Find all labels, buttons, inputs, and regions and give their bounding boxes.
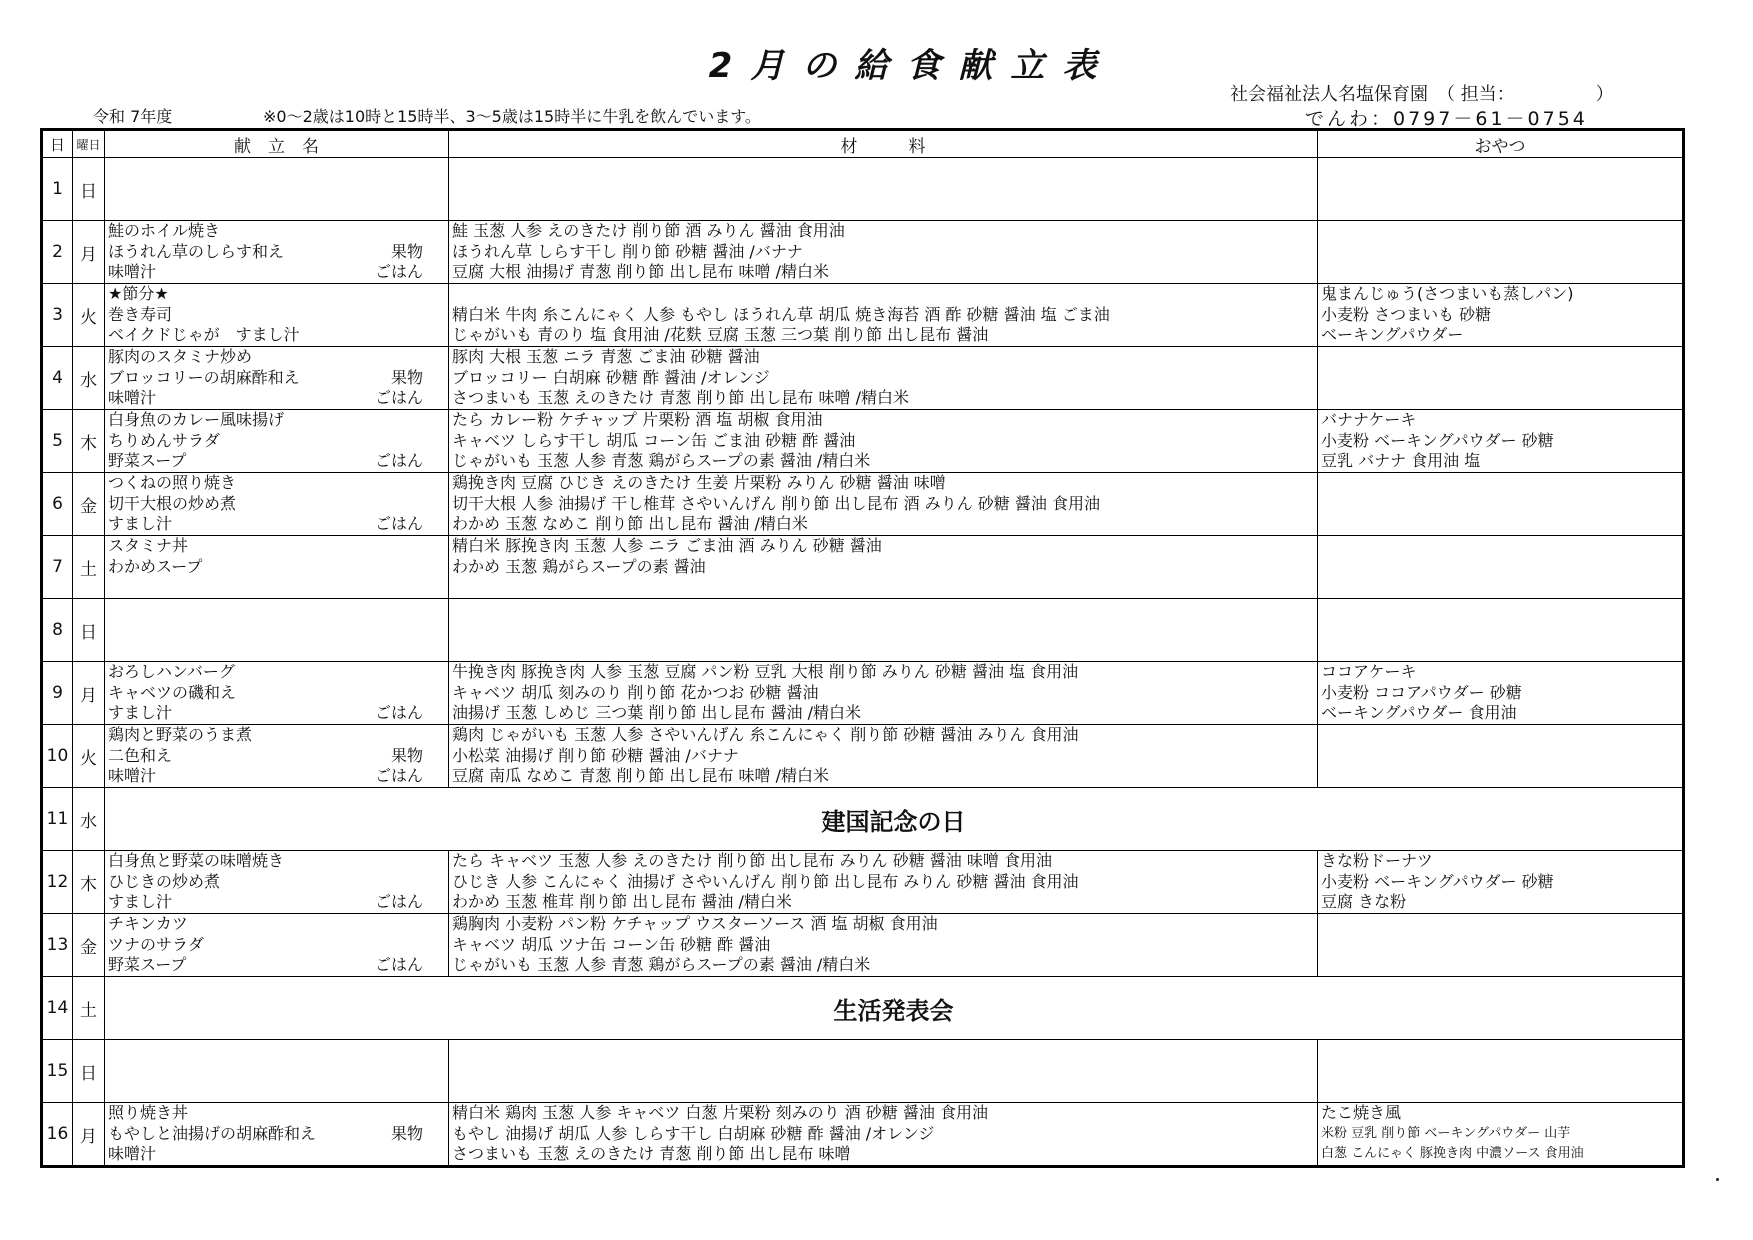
ingredient-line: 豆腐 大根 油揚げ 青葱 削り節 出し昆布 味噌 /精白米 bbox=[452, 262, 829, 281]
dish-line bbox=[108, 746, 445, 767]
side-dish bbox=[423, 325, 445, 346]
ingredients-cell bbox=[449, 158, 1318, 221]
dish-line bbox=[108, 683, 445, 704]
snack-cell bbox=[1318, 536, 1684, 599]
ingredient-line: 牛挽き肉 豚挽き肉 人参 玉葱 豆腐 パン粉 豆乳 大根 削り節 みりん 砂糖 醤油 塩 食用油 bbox=[452, 662, 1079, 681]
dish-line bbox=[108, 703, 445, 724]
ingredient-line: 鮭 玉葱 人参 えのきたけ 削り節 酒 みりん 醤油 食用油 bbox=[452, 221, 845, 240]
dish-line bbox=[108, 388, 445, 409]
dish-line bbox=[108, 872, 445, 893]
dish-line bbox=[108, 766, 445, 787]
dish-cell bbox=[105, 914, 449, 977]
dish-line bbox=[108, 536, 445, 557]
dish-line bbox=[108, 451, 445, 472]
snack-line: 小麦粉 ココアパウダー 砂糖 bbox=[1321, 682, 1522, 702]
snack-cell bbox=[1318, 284, 1684, 347]
dish-cell bbox=[105, 284, 449, 347]
dish-name: ブロッコリーの胡麻酢和え bbox=[108, 367, 300, 387]
day-number: 15 bbox=[42, 1040, 73, 1103]
dish-name: 巻き寿司 bbox=[108, 304, 173, 324]
snack-line: 豆乳 バナナ 食用油 塩 bbox=[1321, 451, 1481, 470]
ingredients-cell bbox=[449, 473, 1318, 536]
ingredients-cell bbox=[449, 662, 1318, 725]
dish-line bbox=[108, 1124, 445, 1145]
side-dish: ごはん bbox=[374, 766, 423, 785]
dish-line bbox=[108, 514, 445, 535]
dish-name: わかめスープ bbox=[108, 556, 203, 576]
ingredient-line: もやし 油揚げ 胡瓜 人参 しらす干し 白胡麻 砂糖 酢 醤油 /オレンジ bbox=[452, 1123, 935, 1143]
scan-dot bbox=[1716, 1178, 1719, 1181]
table-row bbox=[42, 977, 1684, 1040]
snack-cell bbox=[1318, 662, 1684, 725]
dish-line bbox=[108, 242, 445, 263]
dish-name: 味噌汁 bbox=[108, 388, 157, 407]
page-title: 2月の給食献立表 bbox=[708, 46, 1115, 86]
snack-cell bbox=[1318, 851, 1684, 914]
dish-line bbox=[108, 473, 445, 494]
snack-line: 小麦粉 ベーキングパウダー 砂糖 bbox=[1321, 871, 1554, 891]
side-dish bbox=[423, 872, 445, 893]
side-dish bbox=[423, 914, 445, 935]
table-row bbox=[42, 347, 1684, 410]
snack-line: ベーキングパウダー 食用油 bbox=[1321, 703, 1517, 722]
dish-name: 野菜スープ bbox=[108, 955, 187, 974]
weekday: 火 bbox=[73, 725, 105, 788]
ingredient-line: 精白米 豚挽き肉 玉葱 人参 ニラ ごま油 酒 みりん 砂糖 醤油 bbox=[452, 536, 882, 555]
ingredients-cell bbox=[449, 914, 1318, 977]
snack-line: ココアケーキ bbox=[1321, 662, 1417, 681]
table-row bbox=[42, 851, 1684, 914]
side-dish bbox=[423, 221, 445, 242]
day-number: 1 bbox=[42, 158, 73, 221]
ingredient-line: 切干大根 人参 油揚げ 干し椎茸 さやいんげん 削り節 出し昆布 酒 みりん 砂糖 醤油 食用油 bbox=[452, 493, 1100, 513]
ingredient-line: ブロッコリー 白胡麻 砂糖 酢 醤油 /オレンジ bbox=[452, 367, 770, 387]
ingredient-line: 豚肉 大根 玉葱 ニラ 青葱 ごま油 砂糖 醤油 bbox=[452, 347, 760, 366]
ingredient-line: 油揚げ 玉葱 しめじ 三つ葉 削り節 出し昆布 醤油 /精白米 bbox=[452, 703, 861, 722]
side-dish bbox=[423, 725, 445, 746]
menu-body bbox=[42, 158, 1684, 1167]
side-dish: ごはん bbox=[374, 514, 423, 533]
day-number: 2 bbox=[42, 221, 73, 284]
dish-name: すまし汁 bbox=[108, 892, 173, 911]
dish-name: もやしと油揚げの胡麻酢和え bbox=[108, 1123, 317, 1143]
dish-line bbox=[108, 410, 445, 431]
ingredients-cell bbox=[449, 410, 1318, 473]
snack-line: きな粉ドーナツ bbox=[1321, 851, 1433, 870]
weekday: 木 bbox=[73, 410, 105, 473]
table-row bbox=[42, 536, 1684, 599]
dish-name: すまし汁 bbox=[108, 514, 173, 533]
snack-cell bbox=[1318, 599, 1684, 662]
dish-line bbox=[108, 851, 445, 872]
day-number: 11 bbox=[42, 788, 73, 851]
dish-cell bbox=[105, 221, 449, 284]
side-dish bbox=[423, 284, 445, 305]
side-dish: ごはん bbox=[374, 955, 423, 974]
ingredient-line: じゃがいも 玉葱 人参 青葱 鶏がらスープの素 醤油 /精白米 bbox=[452, 955, 871, 974]
side-dish: 果物 bbox=[390, 367, 423, 387]
side-dish bbox=[423, 1103, 445, 1124]
dish-line bbox=[108, 347, 445, 368]
dish-line bbox=[108, 892, 445, 913]
ingredient-line: 豆腐 南瓜 なめこ 青葱 削り節 出し昆布 味噌 /精白米 bbox=[452, 766, 829, 785]
fiscal-year: 令和 7年度 bbox=[93, 107, 173, 126]
table-row bbox=[42, 158, 1684, 221]
snack-cell bbox=[1318, 1040, 1684, 1103]
snack-line: たこ焼き風 bbox=[1321, 1103, 1402, 1122]
ingredient-line: 小松菜 油揚げ 削り節 砂糖 醤油 /バナナ bbox=[452, 745, 739, 765]
side-dish: 果物 bbox=[390, 1123, 423, 1143]
weekday: 土 bbox=[73, 977, 105, 1040]
menu-table bbox=[40, 128, 1685, 1168]
dish-name: 味噌汁 bbox=[108, 766, 157, 785]
ingredients-cell bbox=[449, 284, 1318, 347]
side-dish bbox=[423, 536, 445, 557]
dish-name: スタミナ丼 bbox=[108, 536, 189, 555]
snack-line: 白葱 こんにゃく 豚挽き肉 中濃ソース 食用油 bbox=[1321, 1146, 1584, 1161]
ingredients-cell bbox=[449, 1040, 1318, 1103]
header-dish: 献 立 名 bbox=[105, 130, 449, 158]
day-number: 6 bbox=[42, 473, 73, 536]
ingredient-line: たら キャベツ 玉葱 人参 えのきたけ 削り節 出し昆布 みりん 砂糖 醤油 味噌 食用油 bbox=[452, 851, 1052, 870]
weekday: 月 bbox=[73, 221, 105, 284]
dish-name: 白身魚のカレー風味揚げ bbox=[108, 410, 285, 429]
weekday: 火 bbox=[73, 284, 105, 347]
dish-cell bbox=[105, 1040, 449, 1103]
dish-line bbox=[108, 662, 445, 683]
side-dish bbox=[423, 851, 445, 872]
header-day: 日 bbox=[42, 130, 73, 158]
dish-name: チキンカツ bbox=[108, 914, 188, 933]
ingredient-line: キャベツ しらす干し 胡瓜 コーン缶 ごま油 砂糖 酢 醤油 bbox=[452, 430, 856, 450]
ingredient-line bbox=[452, 284, 1314, 305]
dish-line bbox=[108, 262, 445, 283]
dish-name: おろしハンバーグ bbox=[108, 662, 235, 681]
side-dish: ごはん bbox=[374, 262, 423, 281]
weekday: 土 bbox=[73, 536, 105, 599]
table-row bbox=[42, 410, 1684, 473]
header-ingredients: 材 料 bbox=[449, 130, 1318, 158]
dish-name: 味噌汁 bbox=[108, 262, 157, 281]
weekday: 水 bbox=[73, 788, 105, 851]
dish-name: ひじきの炒め煮 bbox=[108, 871, 221, 891]
table-row bbox=[42, 284, 1684, 347]
dish-line bbox=[108, 935, 445, 956]
dish-cell bbox=[105, 851, 449, 914]
side-dish bbox=[423, 410, 445, 431]
table-row bbox=[42, 914, 1684, 977]
ingredient-line: 鶏肉 じゃがいも 玉葱 人参 さやいんげん 糸こんにゃく 削り節 砂糖 醤油 みりん 食用油 bbox=[452, 725, 1079, 744]
dish-line bbox=[108, 557, 445, 578]
ingredients-cell bbox=[449, 851, 1318, 914]
table-header-row bbox=[42, 130, 1684, 158]
ingredient-line: 鶏挽き肉 豆腐 ひじき えのきたけ 生姜 片栗粉 みりん 砂糖 醤油 味噌 bbox=[452, 473, 946, 492]
side-dish bbox=[423, 557, 445, 578]
weekday: 木 bbox=[73, 851, 105, 914]
dish-cell bbox=[105, 473, 449, 536]
side-dish bbox=[423, 494, 445, 515]
day-number: 5 bbox=[42, 410, 73, 473]
side-dish bbox=[423, 1144, 445, 1165]
organization-name: 社会福祉法人名塩保育園 （ 担当： ） bbox=[1230, 84, 1614, 105]
table-row bbox=[42, 725, 1684, 788]
weekday: 日 bbox=[73, 599, 105, 662]
dish-cell bbox=[105, 725, 449, 788]
snack-line: 豆腐 きな粉 bbox=[1321, 892, 1407, 911]
dish-name: 豚肉のスタミナ炒め bbox=[108, 347, 253, 366]
dish-cell bbox=[105, 536, 449, 599]
ingredient-line: 精白米 鶏肉 玉葱 人参 キャベツ 白葱 片栗粉 刻みのり 酒 砂糖 醤油 食用油 bbox=[452, 1103, 988, 1122]
dish-name: 味噌汁 bbox=[108, 1144, 157, 1163]
side-dish: ごはん bbox=[374, 703, 423, 722]
ingredient-line: わかめ 玉葱 なめこ 削り節 出し昆布 醤油 /精白米 bbox=[452, 514, 808, 533]
dish-cell bbox=[105, 1103, 449, 1167]
dish-name: ほうれん草のしらす和え bbox=[108, 241, 285, 261]
dish-cell bbox=[105, 599, 449, 662]
weekday: 日 bbox=[73, 1040, 105, 1103]
snack-line: 小麦粉 ベーキングパウダー 砂糖 bbox=[1321, 430, 1554, 450]
ingredients-cell bbox=[449, 599, 1318, 662]
dish-line bbox=[108, 725, 445, 746]
dish-line bbox=[108, 914, 445, 935]
snack-cell bbox=[1318, 410, 1684, 473]
dish-name: ツナのサラダ bbox=[108, 934, 204, 954]
dish-line bbox=[108, 284, 445, 305]
side-dish bbox=[423, 305, 445, 326]
ingredient-line: 鶏胸肉 小麦粉 パン粉 ケチャップ ウスターソース 酒 塩 胡椒 食用油 bbox=[452, 914, 938, 933]
side-dish bbox=[423, 935, 445, 956]
table-row bbox=[42, 1103, 1684, 1167]
dish-cell bbox=[105, 662, 449, 725]
dish-name: すまし汁 bbox=[108, 703, 173, 722]
day-number: 8 bbox=[42, 599, 73, 662]
day-number: 4 bbox=[42, 347, 73, 410]
snack-line: バナナケーキ bbox=[1321, 410, 1417, 429]
dish-name: つくねの照り焼き bbox=[108, 473, 237, 492]
side-dish: ごはん bbox=[374, 451, 423, 470]
side-dish bbox=[423, 662, 445, 683]
day-number: 16 bbox=[42, 1103, 73, 1167]
day-number: 14 bbox=[42, 977, 73, 1040]
day-number: 13 bbox=[42, 914, 73, 977]
ingredients-cell bbox=[449, 1103, 1318, 1167]
ingredient-line: ほうれん草 しらす干し 削り節 砂糖 醤油 /バナナ bbox=[452, 241, 803, 261]
dish-name: ベイクドじゃが すまし汁 bbox=[108, 325, 300, 344]
weekday: 金 bbox=[73, 914, 105, 977]
snack-line: ベーキングパウダー bbox=[1321, 325, 1464, 344]
weekday: 月 bbox=[73, 662, 105, 725]
dish-line bbox=[108, 494, 445, 515]
table-row bbox=[42, 788, 1684, 851]
header-weekday: 曜日 bbox=[73, 130, 105, 158]
dish-name: 白身魚と野菜の味噌焼き bbox=[108, 851, 285, 870]
dish-name: 鶏肉と野菜のうま煮 bbox=[108, 725, 253, 744]
ingredient-line: キャベツ 胡瓜 ツナ缶 コーン缶 砂糖 酢 醤油 bbox=[452, 934, 771, 954]
snack-line: 米粉 豆乳 削り節 ベーキングパウダー 山芋 bbox=[1321, 1125, 1571, 1141]
snack-cell bbox=[1318, 914, 1684, 977]
snack-line: 鬼まんじゅう(さつまいも蒸しパン) bbox=[1321, 284, 1574, 303]
dish-line bbox=[108, 221, 445, 242]
day-number: 12 bbox=[42, 851, 73, 914]
ingredient-line: たら カレー粉 ケチャップ 片栗粉 酒 塩 胡椒 食用油 bbox=[452, 410, 823, 429]
dish-line bbox=[108, 955, 445, 976]
dish-cell bbox=[105, 347, 449, 410]
dish-line bbox=[108, 1144, 445, 1165]
dish-name: 切干大根の炒め煮 bbox=[108, 493, 237, 513]
milk-note: ※0～2歳は10時と15時半、3～5歳は15時半に牛乳を飲んでいます。 bbox=[263, 107, 761, 126]
dish-name: ちりめんサラダ bbox=[108, 430, 220, 450]
ingredients-cell bbox=[449, 725, 1318, 788]
weekday: 月 bbox=[73, 1103, 105, 1167]
ingredient-line: わかめ 玉葱 鶏がらスープの素 醤油 bbox=[452, 556, 706, 576]
ingredient-line: さつまいも 玉葱 えのきたけ 青葱 削り節 出し昆布 味噌 bbox=[452, 1144, 851, 1163]
snack-cell bbox=[1318, 1103, 1684, 1167]
dish-name: キャベツの磯和え bbox=[108, 682, 237, 702]
weekday: 金 bbox=[73, 473, 105, 536]
snack-cell bbox=[1318, 473, 1684, 536]
ingredient-line: キャベツ 胡瓜 刻みのり 削り節 花かつお 砂糖 醤油 bbox=[452, 682, 819, 702]
ingredients-cell bbox=[449, 221, 1318, 284]
weekday: 水 bbox=[73, 347, 105, 410]
dish-name: 二色和え bbox=[108, 745, 173, 765]
snack-cell bbox=[1318, 725, 1684, 788]
dish-name: ★節分★ bbox=[108, 284, 169, 303]
snack-cell bbox=[1318, 221, 1684, 284]
side-dish bbox=[423, 431, 445, 452]
event-label: 生活発表会 bbox=[105, 977, 1684, 1040]
table-row bbox=[42, 221, 1684, 284]
ingredient-line: じゃがいも 玉葱 人参 青葱 鶏がらスープの素 醤油 /精白米 bbox=[452, 451, 871, 470]
dish-name: 野菜スープ bbox=[108, 451, 187, 470]
dish-cell bbox=[105, 410, 449, 473]
dish-line bbox=[108, 1103, 445, 1124]
weekday: 日 bbox=[73, 158, 105, 221]
dish-name: 鮭のホイル焼き bbox=[108, 221, 221, 240]
ingredient-line: じゃがいも 青のり 塩 食用油 /花麩 豆腐 玉葱 三つ葉 削り節 出し昆布 醤油 bbox=[452, 325, 989, 344]
dish-line bbox=[108, 325, 445, 346]
day-number: 10 bbox=[42, 725, 73, 788]
side-dish: 果物 bbox=[390, 745, 423, 765]
side-dish: ごはん bbox=[374, 388, 423, 407]
table-row bbox=[42, 662, 1684, 725]
ingredient-line: 精白米 牛肉 糸こんにゃく 人参 もやし ほうれん草 胡瓜 焼き海苔 酒 酢 砂糖 醤油 塩 ごま油 bbox=[452, 304, 1110, 324]
side-dish bbox=[423, 473, 445, 494]
header-snack: おやつ bbox=[1318, 130, 1684, 158]
dish-name: 照り焼き丼 bbox=[108, 1103, 189, 1122]
snack-cell bbox=[1318, 158, 1684, 221]
day-number: 9 bbox=[42, 662, 73, 725]
side-dish bbox=[423, 347, 445, 368]
table-row bbox=[42, 599, 1684, 662]
snack-cell bbox=[1318, 347, 1684, 410]
side-dish: 果物 bbox=[390, 241, 423, 261]
dish-line bbox=[108, 431, 445, 452]
phone-number: でんわ：0797－61－0754 bbox=[1305, 108, 1588, 130]
ingredients-cell bbox=[449, 347, 1318, 410]
snack-line: 小麦粉 さつまいも 砂糖 bbox=[1321, 304, 1492, 324]
ingredient-line: さつまいも 玉葱 えのきたけ 青葱 削り節 出し昆布 味噌 /精白米 bbox=[452, 388, 909, 407]
dish-line bbox=[108, 305, 445, 326]
event-label: 建国記念の日 bbox=[105, 788, 1684, 851]
day-number: 3 bbox=[42, 284, 73, 347]
dish-line bbox=[108, 368, 445, 389]
table-row bbox=[42, 473, 1684, 536]
side-dish: ごはん bbox=[374, 892, 423, 911]
dish-cell bbox=[105, 158, 449, 221]
ingredients-cell bbox=[449, 536, 1318, 599]
ingredient-line: ひじき 人参 こんにゃく 油揚げ さやいんげん 削り節 出し昆布 みりん 砂糖 醤油 食用油 bbox=[452, 871, 1079, 891]
day-number: 7 bbox=[42, 536, 73, 599]
side-dish bbox=[423, 683, 445, 704]
ingredient-line: わかめ 玉葱 椎茸 削り節 出し昆布 醤油 /精白米 bbox=[452, 892, 792, 911]
table-row bbox=[42, 1040, 1684, 1103]
